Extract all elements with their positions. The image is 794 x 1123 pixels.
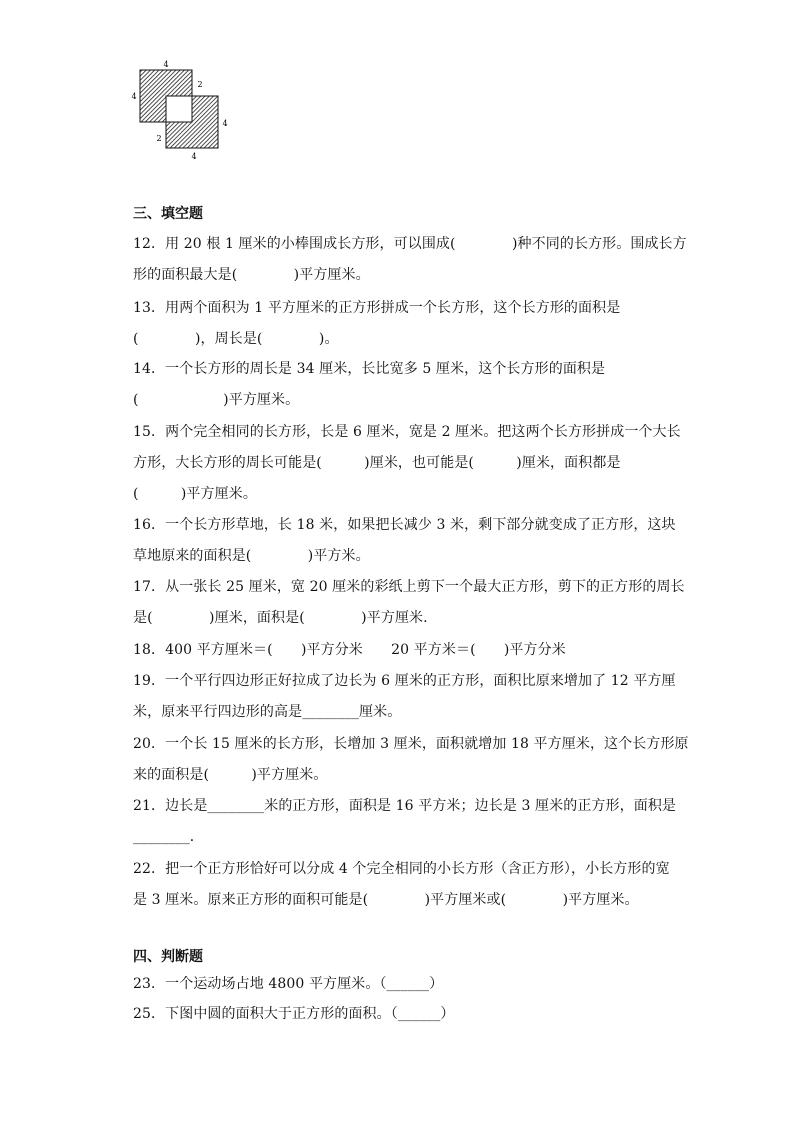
question-12-line-1: 12．用 20 根 1 厘米的小棒围成长方形，可以围成( )种不同的长方形。围成长方 (133, 236, 687, 252)
question-13-line-1: 13．用两个面积为 1 平方厘米的正方形拼成一个长方形，这个长方形的面积是 (133, 300, 621, 316)
overlapping-squares-figure (128, 58, 233, 163)
question-20-line-1: 20．一个长 15 厘米的长方形，长增加 3 厘米，面积就增加 18 平方厘米，这个长方形原 (133, 736, 689, 752)
question-21-line-2: ________． (133, 829, 204, 845)
label-left-bottom: 2 (156, 134, 162, 143)
section-3-heading: 三、填空题 (133, 206, 203, 222)
label-right: 4 (222, 119, 228, 128)
question-17-line-2: 是( )厘米，面积是( )平方厘米. (133, 610, 428, 626)
overlap-region (166, 96, 192, 122)
question-15-line-1: 15．两个完全相同的长方形，长是 6 厘米，宽是 2 厘米。把这两个长方形拼成一个大长 (133, 424, 681, 440)
question-20-line-2: 来的面积是( )平方厘米。 (133, 767, 328, 783)
question-21-line-1: 21．边长是________米的正方形，面积是 16 平方米；边长是 3 厘米的正方形，面积是 (133, 798, 677, 814)
question-22-line-2: 是 3 厘米。原来正方形的面积可能是( )平方厘米或( )平方厘米。 (133, 892, 639, 908)
question-12-line-2: 形的面积最大是( )平方厘米。 (133, 267, 370, 283)
question-18-line-1: 18．400 平方厘米＝( )平方分米 20 平方米＝( )平方分米 (133, 642, 566, 658)
label-left: 4 (131, 92, 137, 101)
question-14-line-1: 14．一个长方形的周长是 34 厘米，长比宽多 5 厘米，这个长方形的面积是 (133, 361, 606, 377)
question-17-line-1: 17．从一张长 25 厘米，宽 20 厘米的彩纸上剪下一个最大正方形，剪下的正方形的周长 (133, 579, 685, 595)
question-23-line-1: 23．一个运动场占地 4800 平方厘米。（______） (133, 976, 444, 992)
question-13-line-2: ( )，周长是( )。 (133, 331, 339, 347)
question-14-line-2: ( )平方厘米。 (133, 392, 300, 408)
question-15-line-2: 方形，大长方形的周长可能是( )厘米，也可能是( )厘米，面积都是 (133, 455, 621, 471)
question-25-line-1: 25．下图中圆的面积大于正方形的面积。（______） (133, 1006, 455, 1022)
label-top: 4 (163, 60, 169, 69)
label-right-top: 2 (197, 80, 203, 89)
section-4-heading: 四、判断题 (133, 949, 203, 965)
question-22-line-1: 22．把一个正方形恰好可以分成 4 个完全相同的小长方形（含正方形），小长方形的宽 (133, 861, 670, 877)
question-15-line-3: ( )平方厘米。 (133, 486, 257, 502)
label-bottom: 4 (191, 152, 197, 161)
question-19-line-2: 米，原来平行四边形的高是________厘米。 (133, 704, 402, 720)
question-16-line-1: 16．一个长方形草地，长 18 米，如果把长减少 3 米，剩下部分就变成了正方形，这块 (133, 517, 676, 533)
question-19-line-1: 19．一个平行四边形正好拉成了边长为 6 厘米的正方形，面积比原来增加了 12 平方厘 (133, 673, 676, 689)
question-16-line-2: 草地原来的面积是( )平方米。 (133, 548, 370, 564)
